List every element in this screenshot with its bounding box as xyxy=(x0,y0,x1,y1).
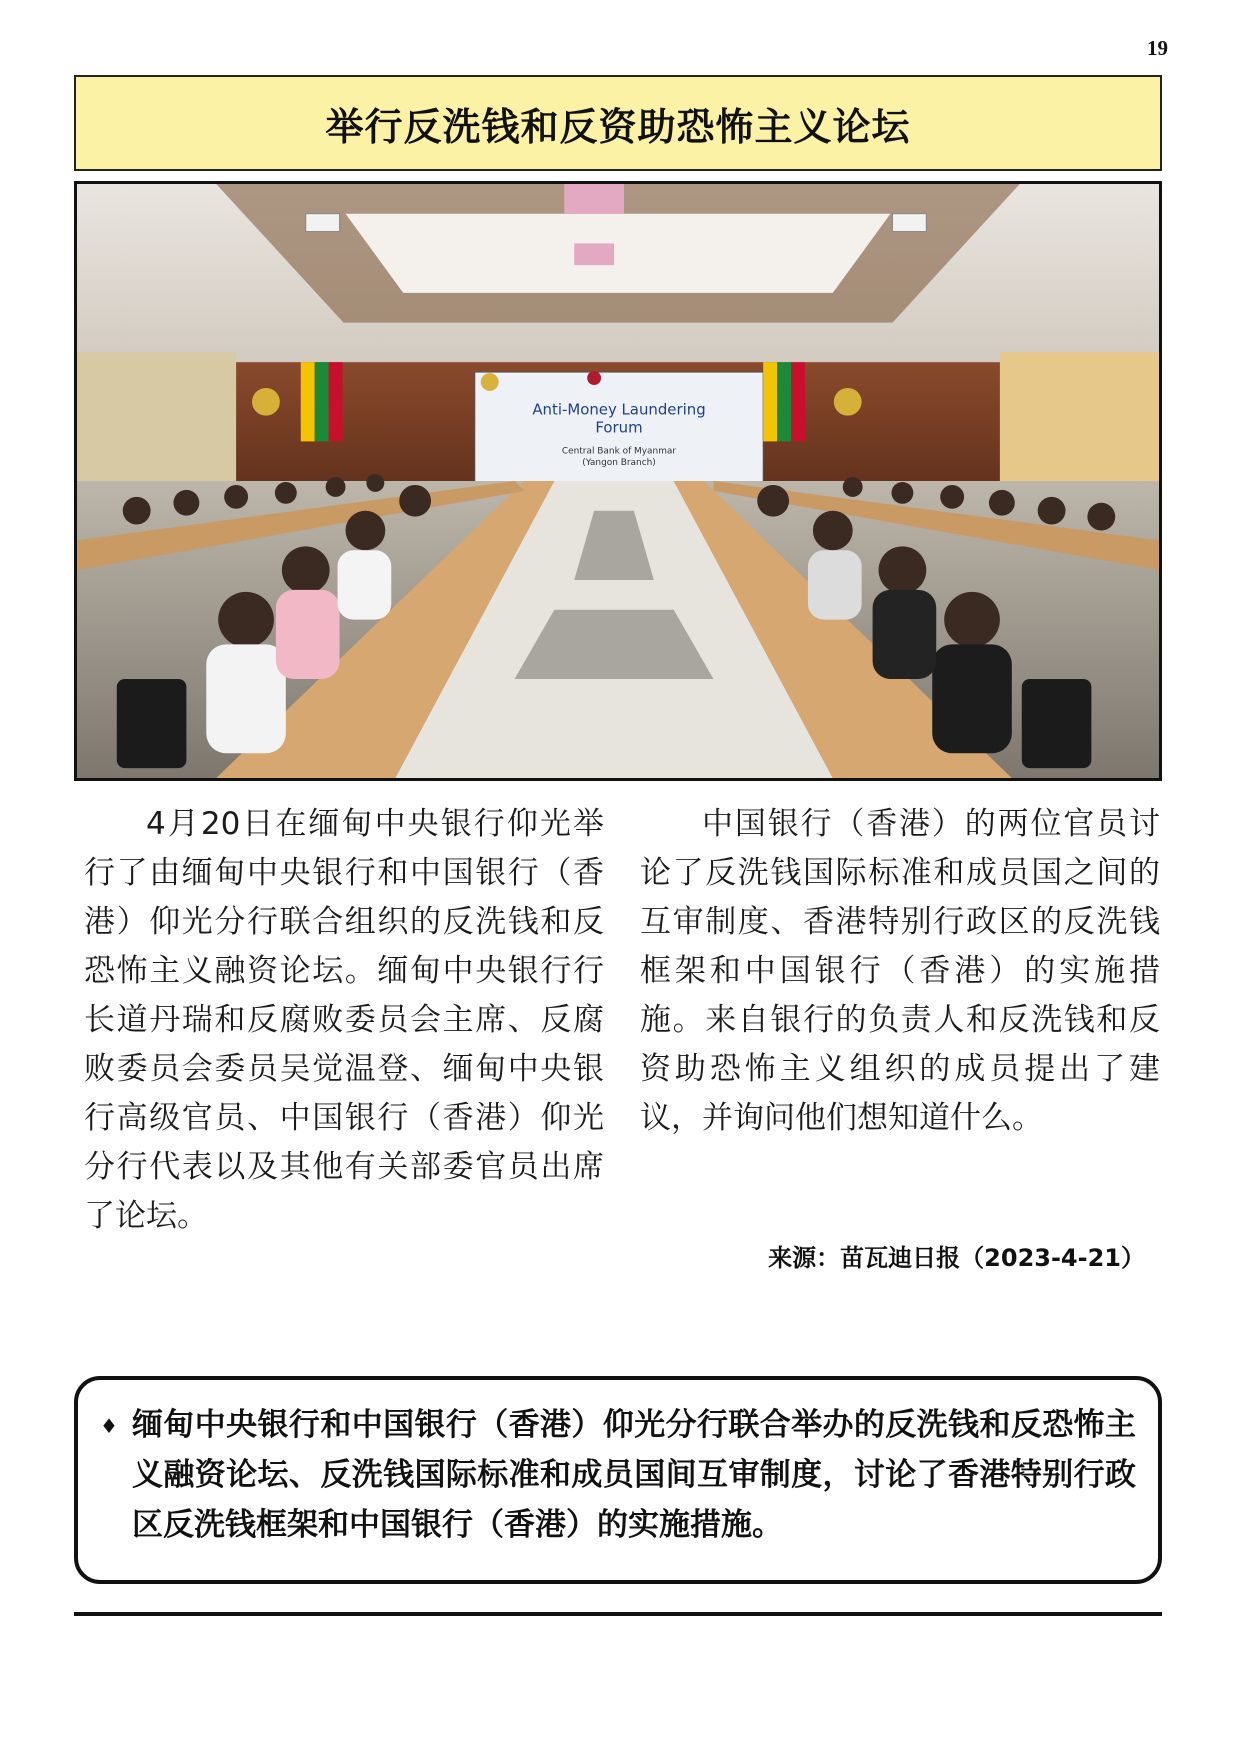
summary-box xyxy=(74,1376,1162,1584)
bank-logo-icon xyxy=(587,371,601,385)
chair xyxy=(1022,679,1092,768)
screen-title-line2: Forum xyxy=(595,418,643,437)
title-banner xyxy=(74,75,1162,171)
article-column-right xyxy=(640,800,1160,1143)
chair xyxy=(117,679,187,768)
screen-subtitle-line2: (Yangon Branch) xyxy=(582,458,656,469)
article-column-left xyxy=(84,800,604,1241)
diamond-bullet-icon: ♦ xyxy=(100,1414,118,1438)
summary-text: 缅甸中央银行和中国银行（香港）仰光分行联合举办的反洗钱和反恐怖主义融资论坛、反洗钱国际标准和成员国间互审制度，讨论了香港特别行政区反洗钱框架和中国银行（香港）的实施措施。 xyxy=(132,1407,1136,1543)
article-title: 举行反洗钱和反资助恐怖主义论坛 xyxy=(325,104,911,149)
source-citation: 来源：苗瓦迪日报（2023-4-21） xyxy=(768,1244,1145,1272)
forum-photo xyxy=(74,181,1162,781)
screen-title-line1: Anti-Money Laundering xyxy=(532,400,706,419)
bottom-divider xyxy=(74,1612,1162,1616)
flags-right xyxy=(763,362,805,441)
emblem-icon xyxy=(481,373,499,391)
conference-room-illustration xyxy=(77,184,1159,778)
article-paragraph-left: 4月20日在缅甸中央银行仰光举行了由缅甸中央银行和中国银行（香港）仰光分行联合组织的反洗钱和反恐怖主义融资论坛。缅甸中央银行行长道丹瑞和反腐败委员会主席、反腐败委员会委员吴觉温登、缅甸中央银行高级官员、中国银行（香港）仰光分行代表以及其他有关部委官员出席了论坛。 xyxy=(84,806,604,1234)
screen-subtitle-line1: Central Bank of Myanmar xyxy=(561,446,677,457)
article-paragraph-right: 中国银行（香港）的两位官员讨论了反洗钱国际标准和成员国之间的互审制度、香港特别行政区的反洗钱框架和中国银行（香港）的实施措施。来自银行的负责人和反洗钱和反资助恐怖主义组织的成员提出了建议，并询问他们想知道什么。 xyxy=(640,806,1160,1136)
flags-left xyxy=(301,362,343,441)
page-number: 19 xyxy=(1147,36,1168,60)
